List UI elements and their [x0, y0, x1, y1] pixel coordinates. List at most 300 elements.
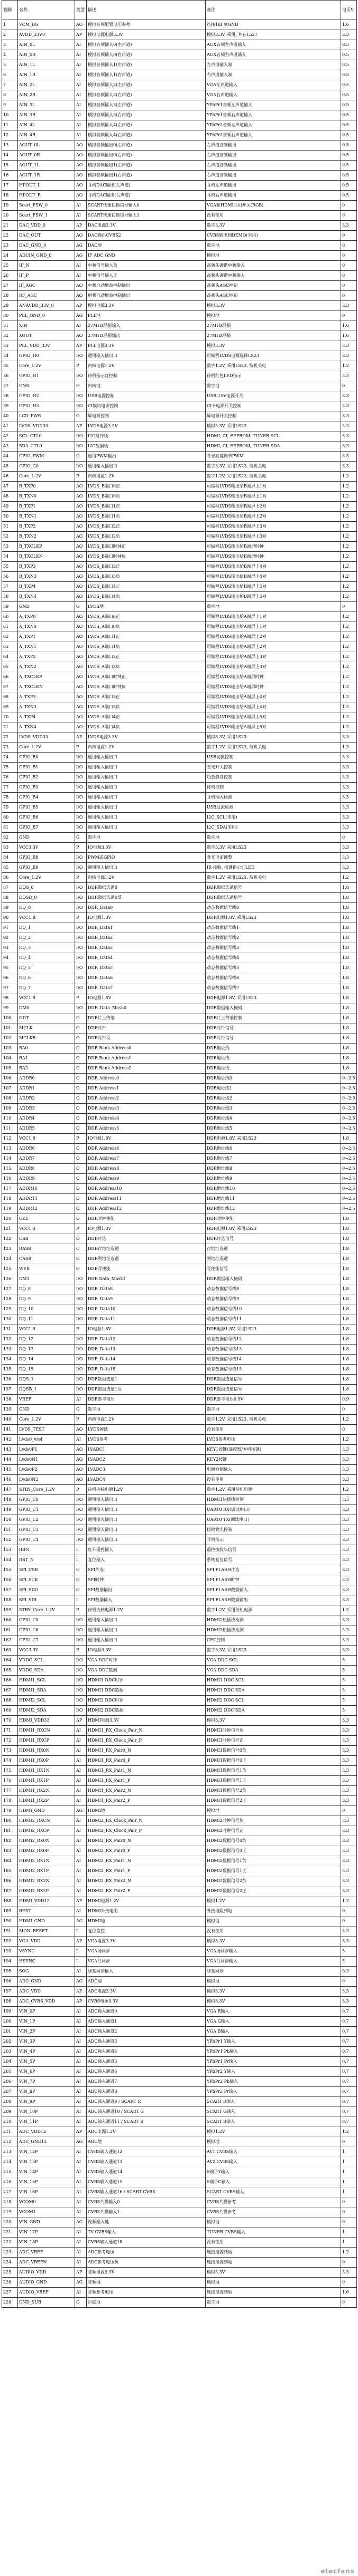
pin-type-cell: O	[75, 1234, 87, 1244]
voltage-cell: 1.2	[341, 562, 357, 572]
pin-number-cell: 112	[2, 1134, 18, 1144]
pin-number-cell: 82	[2, 833, 18, 843]
pin-number-cell: 109	[2, 1104, 18, 1114]
note-cell: 按键背光控制	[206, 1525, 341, 1535]
note-cell: 写使能信号	[206, 1264, 341, 1274]
pin-name-cell: HDMI1_RXCN	[18, 1726, 75, 1736]
pin-name-cell: ADC_VREF	[18, 2248, 75, 2258]
table-row	[2, 140, 357, 151]
pin-name-cell: LVDS_TEST	[18, 1425, 75, 1435]
pin-type-cell: I/O	[75, 763, 87, 773]
pin-type-cell: AI	[75, 70, 87, 80]
pin-type-cell: AI	[75, 2057, 87, 2067]
table-row	[2, 562, 357, 572]
description-cell: HDMI2_RX_Clock_Pair_N	[87, 1816, 206, 1826]
pin-name-cell: HDMI1_SCL	[18, 1676, 75, 1686]
description-cell: IO电源3.3V	[87, 1646, 206, 1656]
note-cell: 可编程LVDS输出给B端屏上1对	[206, 482, 341, 492]
table-row	[2, 1365, 357, 1375]
table-row	[2, 1866, 357, 1876]
pin-name-cell: VSYNC	[18, 1947, 75, 1957]
description-cell: DDR Bank Address2	[87, 1064, 206, 1074]
note-cell: SCART R输入	[206, 2097, 341, 2107]
voltage-cell: 1.8	[341, 1264, 357, 1274]
description-cell: 内核电源1.2V	[87, 1415, 206, 1425]
pin-type-cell: AI	[75, 2107, 87, 2117]
voltage-cell: 3.3	[341, 2268, 357, 2278]
description-cell: 内核电源1.2V	[87, 361, 206, 371]
pin-type-cell: AO	[75, 482, 87, 492]
note-cell: DDR地址线5	[206, 1124, 341, 1134]
voltage-cell: 0.5	[341, 110, 357, 120]
pin-name-cell: STBY_Core_1.2V	[18, 1605, 75, 1615]
note-cell: 背光电流调整	[206, 853, 341, 863]
pin-type-cell: AG	[75, 2217, 87, 2227]
table-row	[2, 2217, 357, 2227]
pin-type-cell: AO	[75, 171, 87, 181]
pin-number-cell: 11	[2, 120, 18, 130]
table-row	[2, 903, 357, 913]
description-cell: HDMI电源1.2V	[87, 1896, 206, 1906]
table-row	[2, 732, 357, 742]
table-row	[2, 1445, 357, 1455]
voltage-cell: 0~2.5	[341, 1164, 357, 1174]
note-cell: HDMI1时钟信号正	[206, 1736, 341, 1746]
description-cell: LVDS_A端口0正	[87, 612, 206, 622]
pin-type-cell: AI	[75, 100, 87, 110]
note-cell: 遥控接收头信号	[206, 1545, 341, 1555]
table-row	[2, 2187, 357, 2197]
note-cell: 可编程LVDS输出给A端屏时钟	[206, 682, 341, 692]
pin-number-cell: 77	[2, 783, 18, 793]
table-row	[2, 2037, 357, 2047]
pin-name-cell: VIN_5P	[18, 2057, 75, 2067]
pin-number-cell: 146	[2, 1475, 18, 1485]
description-cell: 模拟音频输出0(左声道)	[87, 140, 206, 151]
note-cell: 外接电阻到地	[206, 1906, 341, 1916]
voltage-cell: 1.8	[341, 1003, 357, 1013]
voltage-cell: 1.2	[341, 712, 357, 722]
pin-name-cell: ADDR12	[18, 1204, 75, 1214]
pin-number-cell: 224	[2, 2258, 18, 2268]
note-cell: 功放静音控制	[206, 773, 341, 783]
voltage-cell: 3.3	[341, 1635, 357, 1646]
voltage-cell: 1.8	[341, 1385, 357, 1395]
note-cell: 数字地	[206, 241, 341, 251]
pin-name-cell: AIN_3R	[18, 110, 75, 120]
table-row	[2, 642, 357, 652]
pin-name-cell: AOUT_0R	[18, 151, 75, 161]
table-row	[2, 1565, 357, 1575]
pin-number-cell: 78	[2, 793, 18, 803]
description-cell: HDMI外接电阻	[87, 1906, 206, 1916]
pin-number-cell: 108	[2, 1094, 18, 1104]
pin-number-cell: 118	[2, 1194, 18, 1204]
pin-type-cell: O	[75, 1094, 87, 1104]
description-cell: HDMI2 DDC时钟	[87, 1696, 206, 1706]
pin-number-cell: 68	[2, 692, 18, 702]
description-cell: VGA DDC数据	[87, 1666, 206, 1676]
voltage-cell: 1.8	[341, 1324, 357, 1334]
note-cell: 数字1.2V, 采用LS23, 待机关电	[206, 361, 341, 371]
pin-type-cell: AO	[75, 191, 87, 201]
description-cell: 通用输入输出口	[87, 1525, 206, 1535]
pin-type-cell: I/O	[75, 963, 87, 973]
pin-type-cell: AI	[75, 2047, 87, 2057]
description-cell: ADC输入通道3	[87, 2037, 206, 2047]
voltage-cell: 3.3	[341, 1936, 357, 1947]
description-cell: HDMI2_RX_Pair0_N	[87, 1836, 206, 1846]
pin-type-cell: G	[75, 1405, 87, 1415]
pin-name-cell: Lvds0_vref	[18, 1435, 75, 1445]
voltage-cell: 1.2	[341, 492, 357, 502]
pin-type-cell: O	[75, 411, 87, 421]
description-cell: SPI时钟	[87, 1575, 206, 1585]
pin-name-cell: ADC_GND12	[18, 2137, 75, 2147]
voltage-cell: 0	[341, 1916, 357, 1926]
pin-type-cell: AO	[75, 542, 87, 552]
voltage-cell: 3.3	[341, 1475, 357, 1485]
pin-number-cell: 136	[2, 1375, 18, 1385]
description-cell: 数字地	[87, 833, 206, 843]
voltage-cell: 1.2	[341, 1415, 357, 1425]
note-cell: 可编程LVDS电源选择LS23	[206, 351, 341, 361]
description-cell: LVADC3	[87, 1465, 206, 1475]
pin-number-cell: 209	[2, 2107, 18, 2117]
voltage-cell: 1.2	[341, 2248, 357, 2258]
voltage-cell: 3.3	[341, 351, 357, 361]
description-cell: DDR_Data2	[87, 933, 206, 943]
table-row	[2, 512, 357, 522]
voltage-cell: 1	[341, 2167, 357, 2177]
pin-name-cell: HDMI_VDD33	[18, 1716, 75, 1726]
pin-number-cell: 40	[2, 411, 18, 421]
pin-number-cell: 142	[2, 1435, 18, 1445]
note-cell: 可编程LVDS输出给A端屏上4对	[206, 692, 341, 702]
pin-name-cell: Scart_FSW_1	[18, 211, 75, 221]
pin-name-cell: VIN_11P	[18, 2117, 75, 2127]
table-row	[2, 1084, 357, 1094]
pin-type-cell: AI	[75, 1886, 87, 1896]
pin-name-cell: HDMI2_RXCN	[18, 1816, 75, 1826]
pin-name-cell: AIN_4L	[18, 120, 75, 130]
description-cell: 通用输入输出口	[87, 803, 206, 813]
voltage-cell: 0	[341, 2258, 357, 2268]
description-cell: DDR Address6	[87, 1144, 206, 1154]
voltage-cell: 1.8	[341, 953, 357, 963]
note-cell: VGA左声道输入	[206, 80, 341, 90]
note-cell: 27MHz晶振	[206, 331, 341, 341]
table-row	[2, 1876, 357, 1886]
pin-name-cell: GPIO_G0	[18, 462, 75, 472]
pin-type-cell: I/O	[75, 441, 87, 452]
pin-number-cell: 128	[2, 1294, 18, 1304]
note-cell: 开机指示	[206, 1535, 341, 1545]
note-cell: HDMI1 DDC SCL	[206, 1676, 341, 1686]
description-cell: CVBS输入通道13	[87, 2157, 206, 2167]
table-row	[2, 572, 357, 582]
pin-type-cell: O	[75, 1033, 87, 1043]
voltage-cell: 3.3	[341, 813, 357, 823]
pin-name-cell: A_TXP4	[18, 712, 75, 722]
description-cell: 通用输入输出口	[87, 1495, 206, 1505]
table-row	[2, 552, 357, 562]
table-row	[2, 2197, 357, 2207]
table-row	[2, 2237, 357, 2248]
pin-name-cell: HDMI_VDD12	[18, 1896, 75, 1906]
note-cell: USB口5V电源开关	[206, 391, 341, 401]
description-cell: ADC输入通道1	[87, 2017, 206, 2027]
pin-number-cell: 186	[2, 1876, 18, 1886]
voltage-cell: 1.2	[341, 522, 357, 532]
pin-number-cell: 42	[2, 431, 18, 441]
note-cell: DDR时钟信号	[206, 1033, 341, 1043]
pin-type-cell: AI	[75, 2147, 87, 2157]
note-cell: YPbPr1音频左声道输入	[206, 100, 341, 110]
pin-name-cell: ADDR9	[18, 1174, 75, 1184]
note-cell: 左声道输入端	[206, 60, 341, 70]
description-cell: IO电源1.8V	[87, 1134, 206, 1144]
pin-name-cell: VIN_16P	[18, 2187, 75, 2197]
note-cell: VGA场同步输入	[206, 1947, 341, 1957]
voltage-cell: 0.7	[341, 2117, 357, 2127]
table-row	[2, 983, 357, 993]
pin-type-cell: AO	[75, 181, 87, 191]
description-cell: 通用输入输出口	[87, 462, 206, 472]
pin-number-cell: 166	[2, 1676, 18, 1686]
pin-type-cell: AI	[75, 40, 87, 50]
table-row	[2, 1906, 357, 1916]
pin-type-cell: AI	[75, 1435, 87, 1445]
voltage-cell: 3.3	[341, 1505, 357, 1515]
pin-number-cell: 16	[2, 171, 18, 181]
table-row	[2, 1726, 357, 1736]
description-cell: HDMI2_RX_Clock_Pair_P	[87, 1826, 206, 1836]
pin-name-cell: VCC1.8	[18, 1134, 75, 1144]
voltage-cell: 1.8	[341, 1033, 357, 1043]
voltage-cell: 3.3	[341, 1997, 357, 2007]
table-row	[2, 271, 357, 281]
pin-number-cell: 74	[2, 753, 18, 763]
pin-number-cell: 124	[2, 1254, 18, 1264]
pin-number-cell: 18	[2, 191, 18, 201]
pin-number-cell: 96	[2, 973, 18, 983]
description-cell: 通用输入输出口	[87, 793, 206, 803]
voltage-cell: 0~2.5	[341, 1144, 357, 1154]
pin-name-cell: SPI_SDI	[18, 1595, 75, 1605]
note-cell: 模拟地	[206, 1916, 341, 1926]
table-row	[2, 291, 357, 301]
pin-name-cell: A_TXN4	[18, 722, 75, 732]
pin-name-cell: AIN_2R	[18, 90, 75, 100]
pin-number-cell: 30	[2, 311, 18, 321]
table-row	[2, 843, 357, 853]
pin-type-cell: AI	[75, 1796, 87, 1806]
voltage-cell: 1.2	[341, 742, 357, 753]
table-row	[2, 441, 357, 452]
voltage-cell: 0	[341, 833, 357, 843]
voltage-cell: 0~2.5	[341, 1174, 357, 1184]
pin-name-cell: IF_N	[18, 261, 75, 271]
description-cell: 通用输入输出口	[87, 1625, 206, 1635]
table-row	[2, 753, 357, 763]
table-row	[2, 893, 357, 903]
pin-name-cell: ADCIN_GND_0	[18, 251, 75, 261]
table-row	[2, 1043, 357, 1054]
table-row	[2, 361, 357, 371]
description-cell: DDR Address0	[87, 1074, 206, 1084]
pin-name-cell: GPIO_PWM	[18, 452, 75, 462]
description-cell: USB电源控制	[87, 391, 206, 401]
table-row	[2, 171, 357, 181]
description-cell: DDR时钟反	[87, 1033, 206, 1043]
pin-number-cell: 162	[2, 1635, 18, 1646]
pin-number-cell: 7	[2, 80, 18, 90]
pin-name-cell: ADDR11	[18, 1194, 75, 1204]
description-cell: LVDS_B端口1正	[87, 502, 206, 512]
note-cell: 数字地	[206, 833, 341, 843]
pin-type-cell: AI	[75, 1726, 87, 1736]
table-row	[2, 1104, 357, 1114]
description-cell: DDR_Data1	[87, 923, 206, 933]
voltage-cell: 3.3	[341, 1836, 357, 1846]
note-cell: 没有使用	[206, 1475, 341, 1485]
pin-name-cell: REXT	[18, 1906, 75, 1916]
pin-number-cell: 15	[2, 161, 18, 171]
description-cell: LVDS_B端口3负	[87, 572, 206, 582]
description-cell: DDR Address1	[87, 1084, 206, 1094]
pin-name-cell: BA1	[18, 1054, 75, 1064]
voltage-cell: 5	[341, 1676, 357, 1686]
table-row	[2, 371, 357, 381]
pin-type-cell: I	[75, 1947, 87, 1957]
pin-number-cell: 179	[2, 1806, 18, 1816]
pin-name-cell: A_TXCLKN	[18, 682, 75, 692]
table-row	[2, 401, 357, 411]
note-cell: 数字3.3V, 采用LS23, 待机关电	[206, 462, 341, 472]
table-row	[2, 1495, 357, 1505]
pin-name-cell: CSB	[18, 1234, 75, 1244]
pin-type-cell: AI	[75, 90, 87, 100]
pin-number-cell: 135	[2, 1365, 18, 1375]
description-cell: ADC电源3.3V	[87, 1987, 206, 1997]
pin-type-cell: I	[75, 1545, 87, 1555]
pin-number-cell: 200	[2, 2017, 18, 2027]
pin-name-cell: Lvds0P2	[18, 1465, 75, 1475]
note-cell: 动态数据信号线5	[206, 963, 341, 973]
table-row	[2, 1656, 357, 1666]
voltage-cell: 3.3	[341, 1736, 357, 1746]
pin-name-cell: HDMI1_RX0N	[18, 1746, 75, 1756]
pin-name-cell: VGA_VDD	[18, 1936, 75, 1947]
pin-number-cell: 222	[2, 2237, 18, 2248]
pin-name-cell: ANAVDD_33V_0	[18, 301, 75, 311]
pin-type-cell: AG	[75, 1806, 87, 1816]
note-cell: AV2 CVBS输入	[206, 2157, 341, 2167]
pin-number-cell: 44	[2, 452, 18, 462]
pin-type-cell: I/O	[75, 431, 87, 441]
note-cell: 没有使用	[206, 211, 341, 221]
pin-number-cell: 171	[2, 1726, 18, 1736]
table-row	[2, 1164, 357, 1174]
voltage-cell: 1.6	[341, 2288, 357, 2298]
voltage-cell: 0~2.5	[341, 1124, 357, 1134]
pin-type-cell: AI	[75, 2177, 87, 2187]
pin-name-cell: HDMI1_RX1P	[18, 1776, 75, 1786]
voltage-cell: 1.8	[341, 993, 357, 1003]
description-cell: 模拟音频输入3(左声道)	[87, 100, 206, 110]
voltage-cell: 1.2	[341, 361, 357, 371]
description-cell: ADC地	[87, 2137, 206, 2147]
pin-type-cell: I/O	[75, 371, 87, 381]
pin-number-cell: 134	[2, 1355, 18, 1365]
pin-number-cell: 94	[2, 953, 18, 963]
table-row	[2, 1144, 357, 1154]
table-row	[2, 181, 357, 191]
voltage-cell: 1	[341, 2157, 357, 2167]
pin-type-cell: O	[75, 1204, 87, 1214]
pin-number-cell: 85	[2, 863, 18, 873]
table-row	[2, 1334, 357, 1345]
table-row	[2, 702, 357, 712]
pin-number-cell: 216	[2, 2177, 18, 2187]
pin-name-cell: LVDS_VDD33	[18, 421, 75, 431]
pin-name-cell: A_TXP3	[18, 692, 75, 702]
voltage-cell: 3.3	[341, 371, 357, 381]
note-cell: 可编程LVDS输出给B端屏上4对	[206, 572, 341, 582]
voltage-cell: 3.3	[341, 221, 357, 231]
pin-type-cell: O	[75, 1565, 87, 1575]
pin-number-cell: 4	[2, 50, 18, 60]
pin-number-cell: 21	[2, 221, 18, 231]
pin-name-cell: ADDR6	[18, 1144, 75, 1154]
description-cell: DDR Data_Mask1	[87, 1274, 206, 1284]
note-cell: DDR数据输入掩码	[206, 1274, 341, 1284]
note-cell: 动态数据信号线8	[206, 1284, 341, 1294]
note-cell: 数字1.2V, 采用LS23, 待机关电	[206, 742, 341, 753]
note-cell: DDR数据输入掩码	[206, 1003, 341, 1013]
pin-type-cell: O	[75, 1154, 87, 1164]
note-cell: VGA R输入	[206, 2007, 341, 2017]
voltage-cell: 3.3	[341, 1846, 357, 1856]
pin-type-cell: I	[75, 1595, 87, 1605]
pin-number-cell: 149	[2, 1505, 18, 1515]
pin-number-cell: 169	[2, 1706, 18, 1716]
pin-type-cell: O	[75, 1043, 87, 1054]
pin-name-cell: VCC1.8	[18, 1224, 75, 1234]
table-row	[2, 1525, 357, 1535]
description-cell: DDR_Data15	[87, 1365, 206, 1375]
pin-type-cell: AI	[75, 2077, 87, 2087]
pin-name-cell: B_TXN0	[18, 492, 75, 502]
pin-name-cell: DQ_9	[18, 1294, 75, 1304]
note-cell: DDR电源1.8V, 采用LS23	[206, 1134, 341, 1144]
note-cell: 动态数据信号线13	[206, 1345, 341, 1355]
pin-name-cell: RF_AGC	[18, 291, 75, 301]
description-cell: SPI数据输出	[87, 1585, 206, 1595]
pin-type-cell: AI	[75, 2258, 87, 2268]
pin-type-cell: O	[75, 1164, 87, 1174]
voltage-cell: 3.3	[341, 1455, 357, 1465]
table-row	[2, 191, 357, 201]
pin-type-cell: AI	[75, 1776, 87, 1786]
pin-type-cell: AO	[75, 612, 87, 622]
pin-number-cell: 185	[2, 1866, 18, 1876]
note-cell: 数字地	[206, 2298, 341, 2308]
pin-type-cell: I/O	[75, 903, 87, 913]
note-cell: 左声道音频输出	[206, 140, 341, 151]
pin-name-cell: HDMI1_RX0P	[18, 1756, 75, 1766]
